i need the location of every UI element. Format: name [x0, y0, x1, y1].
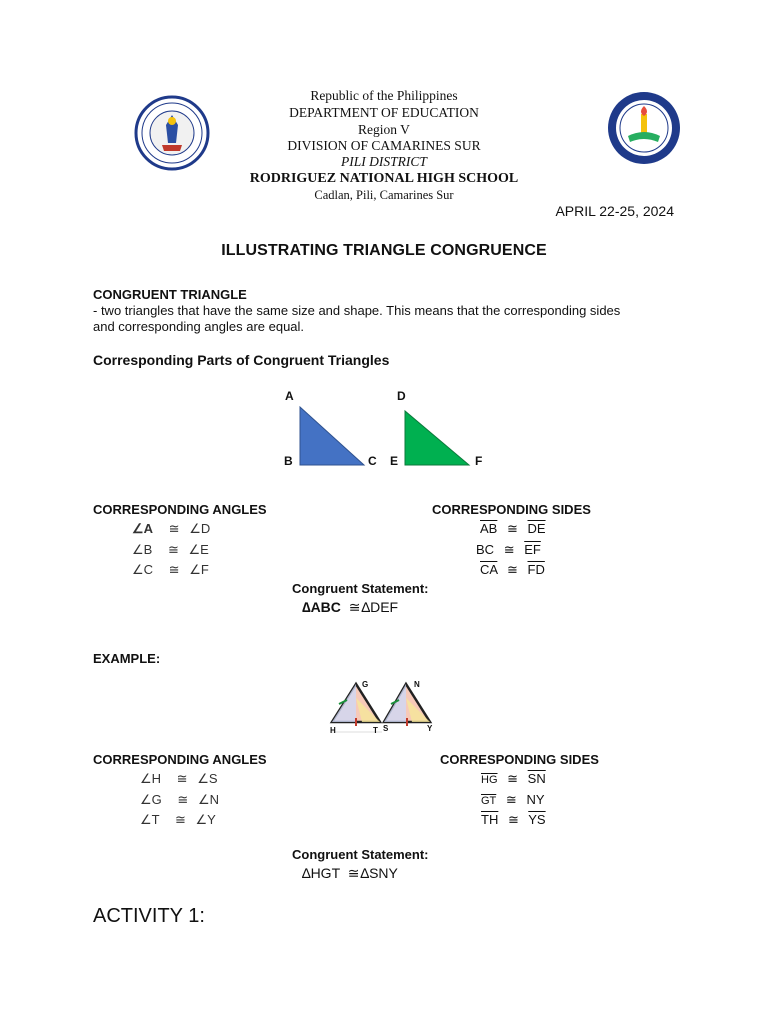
side-right: $\overline{EF}$	[524, 542, 541, 557]
header-deped: DEPARTMENT OF EDUCATION	[289, 105, 479, 120]
vertex-label-g: G	[362, 680, 369, 689]
angle-left: ∠G	[140, 792, 162, 807]
header-republic: Republic of the Philippines	[310, 88, 458, 103]
vertex-label-t: T	[373, 726, 378, 735]
congruent-symbol: ≅	[348, 599, 361, 615]
side-pair-6	[481, 812, 546, 828]
header-region: Region V	[358, 122, 410, 137]
angle-pair-2	[132, 542, 209, 558]
congruent-symbol: ≅	[168, 562, 180, 577]
definition-heading: CONGRUENT TRIANGLE	[93, 287, 247, 302]
statement-right: ∆SNY	[360, 865, 398, 881]
side-left: $\overline{CA}$	[480, 562, 498, 577]
vertex-label-c: C	[368, 454, 377, 468]
side-pair-5	[481, 792, 545, 808]
statement-left: ∆HGT	[302, 865, 340, 881]
vertex-label-y: Y	[427, 724, 433, 733]
congruent-symbol: ≅	[175, 812, 186, 827]
side-left: BC	[476, 542, 495, 557]
vertex-label-s: S	[383, 724, 389, 733]
side-pair-2	[476, 542, 541, 558]
angle-left: ∠C	[132, 562, 154, 577]
side-right: $\overline{YS}$	[528, 812, 546, 827]
triangle-def	[405, 411, 469, 465]
school-seal-logo	[606, 90, 682, 166]
angle-right: ∠F	[189, 562, 209, 577]
side-left: $\overline{HG}$	[481, 774, 498, 786]
vertex-label-h: H	[330, 726, 336, 735]
section1-statement	[302, 599, 398, 616]
vertex-label-d: D	[397, 389, 406, 403]
angle-right: ∠E	[188, 542, 209, 557]
side-right: NY	[526, 792, 545, 807]
section2-statement	[302, 865, 398, 882]
angle-pair-3	[132, 562, 209, 578]
side-pair-1	[480, 521, 546, 537]
date: APRIL 22-25, 2024	[555, 203, 674, 219]
section2-statement-label: Congruent Statement:	[292, 847, 429, 862]
example-triangles-figure	[326, 678, 442, 736]
header-district: PILI DISTRICT	[341, 154, 427, 169]
congruent-symbol: ≅	[507, 771, 519, 786]
congruent-symbol: ≅	[507, 812, 519, 827]
angle-pair-1	[132, 521, 210, 537]
congruent-symbol: ≅	[167, 542, 179, 557]
activity-heading: ACTIVITY 1:	[93, 905, 205, 927]
example-label: EXAMPLE:	[93, 651, 161, 666]
definition-line-2: and corresponding angles are equal.	[93, 319, 305, 334]
angle-right: ∠D	[189, 521, 211, 536]
congruent-symbol: ≅	[168, 521, 180, 536]
side-pair-3	[480, 562, 545, 578]
congruent-symbol: ≅	[176, 771, 188, 786]
congruent-symbol: ≅	[506, 521, 518, 536]
angle-left: ∠B	[132, 542, 153, 557]
side-left: $\overline{TH}$	[481, 812, 499, 827]
angle-left: ∠H	[140, 771, 162, 786]
header-school-name: RODRIGUEZ NATIONAL HIGH SCHOOL	[249, 171, 519, 186]
congruent-symbol: ≅	[347, 865, 360, 881]
side-right: $\overline{FD}$	[527, 562, 545, 577]
definition-line-1: - two triangles that have the same size and shape. This means that the corresponding sides	[93, 303, 621, 318]
section2-angles-heading: CORRESPONDING ANGLES	[93, 752, 267, 767]
angle-right: ∠S	[197, 771, 218, 786]
angle-right: ∠Y	[195, 812, 216, 827]
angle-pair-5	[140, 792, 219, 808]
section1-sides-heading: CORRESPONDING SIDES	[432, 502, 591, 517]
angle-left: ∠A	[132, 521, 154, 536]
statement-right: ∆DEF	[361, 599, 399, 615]
triangle-abc	[300, 407, 364, 465]
side-pair-4	[481, 771, 546, 787]
statement-left: ∆ABC	[302, 599, 341, 615]
vertex-label-a: A	[285, 389, 294, 403]
angle-right: ∠N	[197, 792, 219, 807]
side-right: $\overline{SN}$	[527, 771, 546, 786]
side-left: $\overline{AB}$	[480, 521, 498, 536]
vertex-label-f: F	[475, 454, 483, 468]
congruent-triangles-figure	[280, 388, 500, 478]
header-address: Cadlan, Pili, Camarines Sur	[314, 188, 454, 202]
congruent-symbol: ≅	[503, 542, 515, 557]
section2-sides-heading: CORRESPONDING SIDES	[440, 752, 599, 767]
congruent-symbol: ≅	[506, 562, 518, 577]
angle-left: ∠T	[140, 812, 160, 827]
deped-seal-logo	[134, 95, 210, 171]
parts-heading: Corresponding Parts of Congruent Triangles	[93, 352, 390, 368]
congruent-symbol: ≅	[505, 792, 517, 807]
angle-pair-6	[140, 812, 216, 828]
vertex-label-n: N	[414, 680, 420, 689]
side-left: $\overline{GT}$	[481, 795, 497, 807]
vertex-label-e: E	[390, 454, 399, 468]
section1-angles-heading: CORRESPONDING ANGLES	[93, 502, 267, 517]
page-title: ILLUSTRATING TRIANGLE CONGRUENCE	[221, 242, 547, 259]
header-division: DIVISION OF CAMARINES SUR	[287, 138, 481, 153]
vertex-label-b: B	[284, 454, 293, 468]
congruent-symbol: ≅	[177, 792, 189, 807]
section1-statement-label: Congruent Statement:	[292, 581, 429, 596]
angle-pair-4	[140, 771, 218, 787]
side-right: $\overline{DE}$	[527, 521, 546, 536]
